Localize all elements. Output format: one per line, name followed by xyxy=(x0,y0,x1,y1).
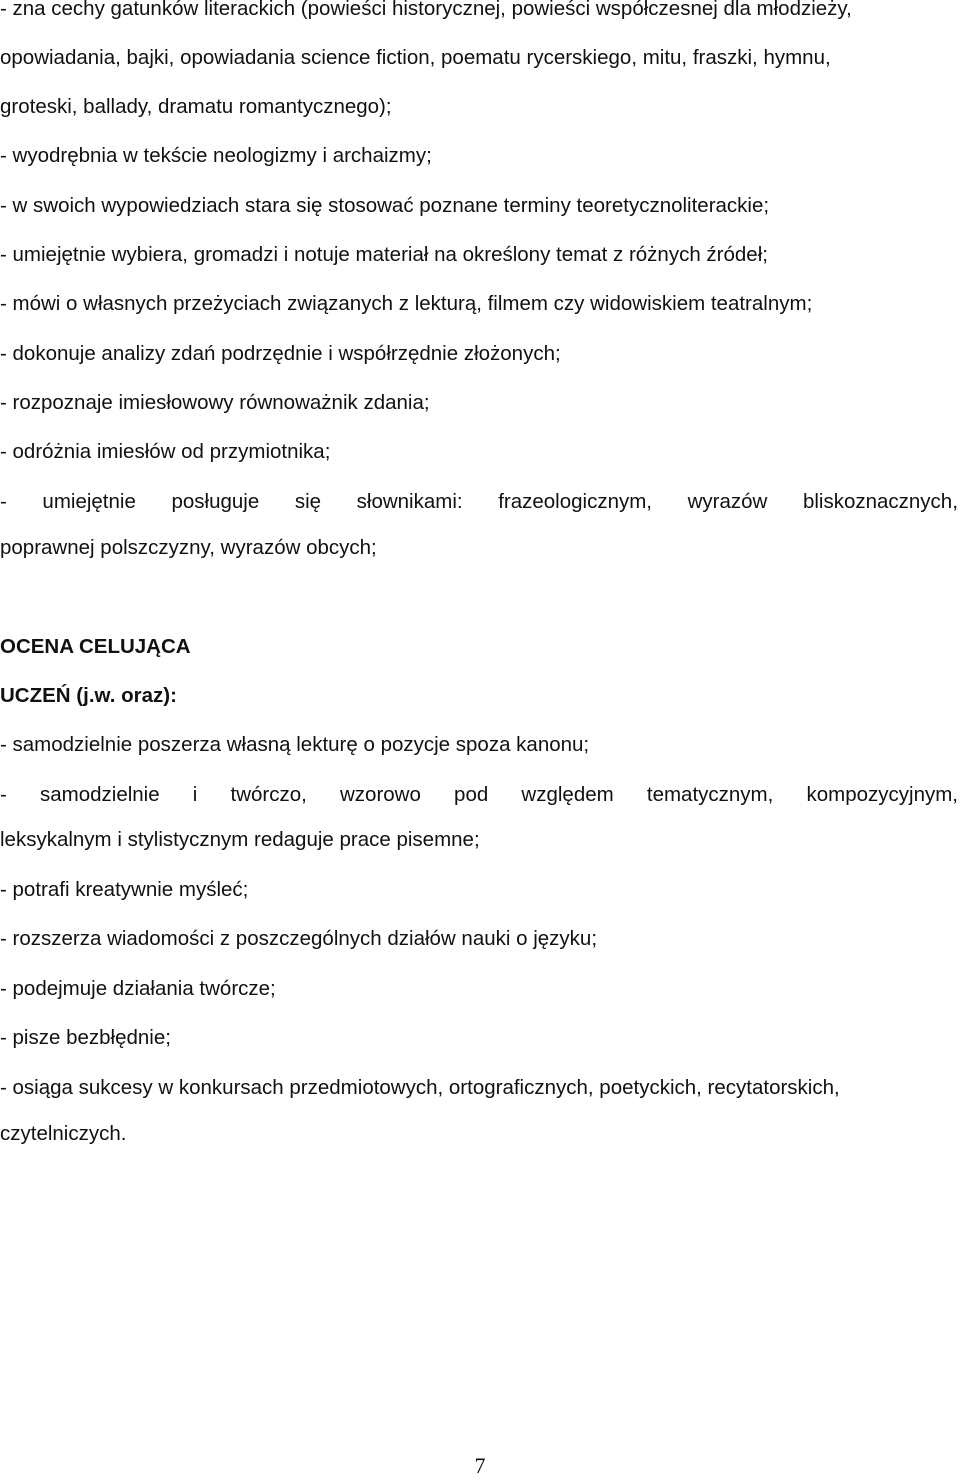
text-line: - rozpoznaje imiesłowowy równoważnik zdania; xyxy=(0,391,430,414)
word: samodzielnie xyxy=(39,783,160,806)
text-line: - potrafi kreatywnie myśleć; xyxy=(0,878,249,901)
word: - xyxy=(0,490,7,513)
word: wzorowo xyxy=(340,783,421,806)
word: względem xyxy=(521,783,614,806)
text-line: poprawnej polszczyzny, wyrazów obcych; xyxy=(0,536,377,559)
text-line: - umiejętnie wybiera, gromadzi i notuje materiał na określony temat z różnych źródeł; xyxy=(0,243,768,266)
text-line: - osiąga sukcesy w konkursach przedmiotowych, ortograficznych, poetyckich, recytatorskich, xyxy=(0,1076,840,1099)
text-line: - wyodrębnia w tekście neologizmy i archaizmy; xyxy=(0,144,432,167)
justified-text-line xyxy=(0,488,958,516)
section-subtitle: UCZEŃ (j.w. oraz): xyxy=(0,684,177,707)
justified-text-line xyxy=(0,781,958,809)
text-line: leksykalnym i stylistycznym redaguje prace pisemne; xyxy=(0,828,480,851)
text-line: czytelniczych. xyxy=(0,1122,127,1145)
text-line: - zna cechy gatunków literackich (powieści historycznej, powieści współczesnej dla młodzieży, xyxy=(0,0,852,20)
text-line: - samodzielnie poszerza własną lekturę o pozycje spoza kanonu; xyxy=(0,733,590,756)
word: pod xyxy=(454,783,489,806)
word: tematycznym, xyxy=(646,783,774,806)
word: wyrazów xyxy=(687,490,768,513)
word: się xyxy=(294,490,322,513)
word: bliskoznacznych, xyxy=(802,490,958,513)
word: kompozycyjnym, xyxy=(806,783,958,806)
text-line: - w swoich wypowiedziach stara się stosować poznane terminy teoretycznoliterackie; xyxy=(0,194,770,217)
text-line: - pisze bezbłędnie; xyxy=(0,1026,171,1049)
text-line: - dokonuje analizy zdań podrzędnie i współrzędnie złożonych; xyxy=(0,342,561,365)
page-number: 7 xyxy=(474,1453,486,1478)
text-line: opowiadania, bajki, opowiadania science fiction, poematu rycerskiego, mitu, fraszki, hymnu, xyxy=(0,46,831,69)
section-title: OCENA CELUJĄCA xyxy=(0,635,191,658)
word: i xyxy=(192,783,198,806)
text-line: groteski, ballady, dramatu romantycznego); xyxy=(0,95,392,118)
word: frazeologicznym, xyxy=(498,490,652,513)
text-line: - podejmuje działania twórcze; xyxy=(0,977,276,1000)
word: twórczo, xyxy=(230,783,307,806)
word: słownikami: xyxy=(356,490,463,513)
word: - xyxy=(0,783,7,806)
word: umiejętnie xyxy=(42,490,136,513)
text-line: - odróżnia imiesłów od przymiotnika; xyxy=(0,440,331,463)
text-line: - rozszerza wiadomości z poszczególnych działów nauki o języku; xyxy=(0,927,598,950)
word: posługuje xyxy=(171,490,260,513)
text-line: - mówi o własnych przeżyciach związanych z lekturą, filmem czy widowiskiem teatralnym; xyxy=(0,292,813,315)
